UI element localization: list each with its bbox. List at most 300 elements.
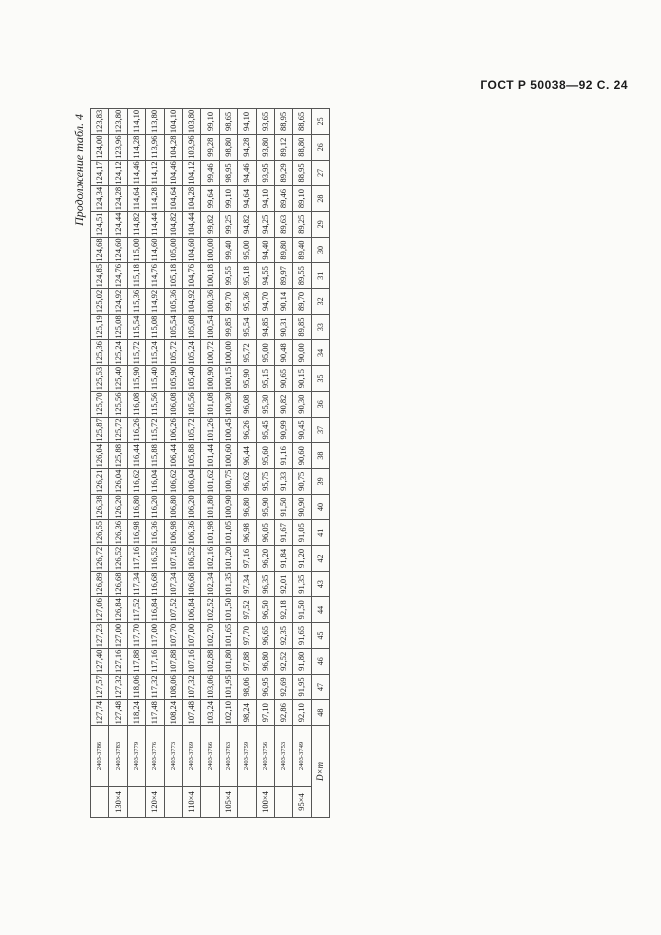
table-cell: 94,10 bbox=[238, 109, 256, 135]
table-cell: 126,36 bbox=[109, 520, 127, 546]
table-cell: 126,68 bbox=[109, 571, 127, 597]
code-row-2403-3763 bbox=[219, 109, 237, 818]
code-label: 2403-3776 bbox=[146, 726, 164, 787]
table-cell: 114,44 bbox=[146, 211, 164, 237]
tooth-number: 35 bbox=[311, 366, 329, 392]
table-cell: 105,88 bbox=[182, 443, 200, 469]
code-label: 2403-3749 bbox=[293, 726, 311, 787]
table-cell: 94,40 bbox=[256, 237, 274, 263]
table-cell: 127,32 bbox=[109, 674, 127, 700]
table-cell: 117,00 bbox=[146, 623, 164, 649]
tooth-number-row bbox=[311, 109, 329, 818]
table-cell: 108,06 bbox=[164, 674, 182, 700]
table-cell: 127,23 bbox=[91, 623, 109, 649]
table-cell: 104,60 bbox=[182, 237, 200, 263]
table-cell: 124,85 bbox=[91, 263, 109, 289]
table-cell: 90,00 bbox=[293, 340, 311, 366]
table-grid bbox=[90, 108, 330, 818]
table-cell: 106,04 bbox=[182, 468, 200, 494]
table-cell: 92,69 bbox=[274, 674, 292, 700]
table-cell: 106,52 bbox=[182, 546, 200, 572]
table-cell: 99,40 bbox=[219, 237, 237, 263]
table-cell: 96,44 bbox=[238, 443, 256, 469]
table-cell: 116,62 bbox=[127, 468, 145, 494]
size-group bbox=[127, 787, 145, 818]
table-cell: 124,34 bbox=[91, 186, 109, 212]
table-cell: 124,12 bbox=[109, 160, 127, 186]
table-cell: 100,36 bbox=[201, 289, 219, 315]
table-cell: 99,46 bbox=[201, 160, 219, 186]
table-cell: 99,70 bbox=[219, 289, 237, 315]
code-row-2403-3773 bbox=[164, 109, 182, 818]
tooth-number: 45 bbox=[311, 623, 329, 649]
table-cell: 115,54 bbox=[127, 314, 145, 340]
table-cell: 99,10 bbox=[201, 109, 219, 135]
table-cell: 124,44 bbox=[109, 211, 127, 237]
table-cell: 92,01 bbox=[274, 571, 292, 597]
table-cell: 97,34 bbox=[238, 571, 256, 597]
code-label: 2403-3769 bbox=[182, 726, 200, 787]
table-cell: 124,92 bbox=[109, 289, 127, 315]
size-group: 110×4 bbox=[182, 787, 200, 818]
tooth-number: 31 bbox=[311, 263, 329, 289]
table-cell: 116,68 bbox=[146, 571, 164, 597]
table-cell: 97,16 bbox=[238, 546, 256, 572]
table-cell: 123,96 bbox=[109, 134, 127, 160]
table-cell: 124,68 bbox=[91, 237, 109, 263]
code-label: 2403-3756 bbox=[256, 726, 274, 787]
table-cell: 105,54 bbox=[164, 314, 182, 340]
code-row-2403-3786 bbox=[91, 109, 109, 818]
size-group bbox=[201, 787, 219, 818]
table-cell: 125,24 bbox=[109, 340, 127, 366]
table-cell: 106,08 bbox=[164, 391, 182, 417]
table-cell: 126,21 bbox=[91, 468, 109, 494]
table-cell: 90,65 bbox=[274, 366, 292, 392]
table-cell: 94,64 bbox=[238, 186, 256, 212]
table-cell: 117,16 bbox=[127, 546, 145, 572]
table-cell: 126,89 bbox=[91, 571, 109, 597]
table-cell: 106,36 bbox=[182, 520, 200, 546]
table-cell: 116,08 bbox=[127, 391, 145, 417]
table-cell: 125,70 bbox=[91, 391, 109, 417]
table-cell: 96,80 bbox=[238, 494, 256, 520]
page-header: ГОСТ Р 50038—92 С. 24 bbox=[480, 78, 628, 92]
table-cell: 115,00 bbox=[127, 237, 145, 263]
tooth-number: 32 bbox=[311, 289, 329, 315]
table-cell: 117,34 bbox=[127, 571, 145, 597]
table-cell: 95,45 bbox=[256, 417, 274, 443]
tooth-number: 29 bbox=[311, 211, 329, 237]
size-group bbox=[238, 787, 256, 818]
table-cell: 101,95 bbox=[219, 674, 237, 700]
table-cell: 105,72 bbox=[164, 340, 182, 366]
table-cell: 124,17 bbox=[91, 160, 109, 186]
table-cell: 115,08 bbox=[146, 314, 164, 340]
table-cell: 90,14 bbox=[274, 289, 292, 315]
table-cell: 100,00 bbox=[201, 237, 219, 263]
code-row-2403-3759 bbox=[238, 109, 256, 818]
table-cell: 105,18 bbox=[164, 263, 182, 289]
table-cell: 104,82 bbox=[164, 211, 182, 237]
table-cell: 126,04 bbox=[91, 443, 109, 469]
table-cell: 107,00 bbox=[182, 623, 200, 649]
table-cell: 126,38 bbox=[91, 494, 109, 520]
tooth-number: 38 bbox=[311, 443, 329, 469]
size-group bbox=[91, 787, 109, 818]
table-cell: 100,54 bbox=[201, 314, 219, 340]
table-cell: 90,60 bbox=[293, 443, 311, 469]
table-cell: 96,98 bbox=[238, 520, 256, 546]
table-cell: 94,10 bbox=[256, 186, 274, 212]
table-cell: 127,48 bbox=[109, 700, 127, 726]
table-cell: 97,52 bbox=[238, 597, 256, 623]
table-cell: 117,70 bbox=[127, 623, 145, 649]
table-cell: 95,36 bbox=[238, 289, 256, 315]
tooth-number: 43 bbox=[311, 571, 329, 597]
table-cell: 125,40 bbox=[109, 366, 127, 392]
table-cell: 94,82 bbox=[238, 211, 256, 237]
table-cell: 107,70 bbox=[164, 623, 182, 649]
table-cell: 97,88 bbox=[238, 648, 256, 674]
table-cell: 116,04 bbox=[146, 468, 164, 494]
table-cell: 125,72 bbox=[109, 417, 127, 443]
table-cell: 88,95 bbox=[274, 109, 292, 135]
table-cell: 102,52 bbox=[201, 597, 219, 623]
table-cell: 90,30 bbox=[293, 391, 311, 417]
table-cell: 106,20 bbox=[182, 494, 200, 520]
table-cell: 123,80 bbox=[109, 109, 127, 135]
table-cell: 99,64 bbox=[201, 186, 219, 212]
table-cell: 92,10 bbox=[293, 700, 311, 726]
table-cell: 104,64 bbox=[164, 186, 182, 212]
table-cell: 114,28 bbox=[146, 186, 164, 212]
table-cell: 106,68 bbox=[182, 571, 200, 597]
table-cell: 106,44 bbox=[164, 443, 182, 469]
tooth-number: 25 bbox=[311, 109, 329, 135]
table-cell: 89,63 bbox=[274, 211, 292, 237]
table-cell: 89,46 bbox=[274, 186, 292, 212]
table-cell: 99,82 bbox=[201, 211, 219, 237]
table-cell: 90,99 bbox=[274, 417, 292, 443]
table-cell: 100,60 bbox=[219, 443, 237, 469]
dimensions-table bbox=[90, 108, 636, 818]
code-row-2403-3756 bbox=[256, 109, 274, 818]
table-cell: 117,52 bbox=[127, 597, 145, 623]
table-cell: 104,12 bbox=[182, 160, 200, 186]
table-cell: 102,70 bbox=[201, 623, 219, 649]
table-cell: 92,35 bbox=[274, 623, 292, 649]
table-cell: 116,98 bbox=[127, 520, 145, 546]
tooth-number: 42 bbox=[311, 546, 329, 572]
table-cell: 102,10 bbox=[219, 700, 237, 726]
table-cell: 117,88 bbox=[127, 648, 145, 674]
code-row-2403-3779 bbox=[127, 109, 145, 818]
table-cell: 106,62 bbox=[164, 468, 182, 494]
table-cell: 115,90 bbox=[127, 366, 145, 392]
tooth-number: 40 bbox=[311, 494, 329, 520]
table-cell: 94,70 bbox=[256, 289, 274, 315]
table-cell: 114,82 bbox=[127, 211, 145, 237]
table-cell: 99,55 bbox=[219, 263, 237, 289]
table-cell: 105,24 bbox=[182, 340, 200, 366]
table-cell: 90,75 bbox=[293, 468, 311, 494]
table-cell: 95,72 bbox=[238, 340, 256, 366]
table-cell: 95,90 bbox=[256, 494, 274, 520]
tooth-number: 30 bbox=[311, 237, 329, 263]
table-cell: 90,48 bbox=[274, 340, 292, 366]
table-cell: 92,52 bbox=[274, 648, 292, 674]
table-cell: 114,64 bbox=[127, 186, 145, 212]
table-cell: 114,76 bbox=[146, 263, 164, 289]
table-cell: 105,40 bbox=[182, 366, 200, 392]
table-cell: 102,34 bbox=[201, 571, 219, 597]
table-cell: 88,95 bbox=[293, 160, 311, 186]
table-cell: 124,51 bbox=[91, 211, 109, 237]
table-cell: 99,10 bbox=[219, 186, 237, 212]
table-cell: 125,36 bbox=[91, 340, 109, 366]
table-cell: 90,15 bbox=[293, 366, 311, 392]
tooth-number: 37 bbox=[311, 417, 329, 443]
table-cell: 127,06 bbox=[91, 597, 109, 623]
code-label: 2403-3783 bbox=[109, 726, 127, 787]
table-cell: 93,80 bbox=[256, 134, 274, 160]
tooth-number: 41 bbox=[311, 520, 329, 546]
table-cell: 105,00 bbox=[164, 237, 182, 263]
table-cell: 113,96 bbox=[146, 134, 164, 160]
table-cell: 91,20 bbox=[293, 546, 311, 572]
table-cell: 126,20 bbox=[109, 494, 127, 520]
code-row-2403-3753 bbox=[274, 109, 292, 818]
table-cell: 91,67 bbox=[274, 520, 292, 546]
table-cell: 108,24 bbox=[164, 700, 182, 726]
table-cell: 101,20 bbox=[219, 546, 237, 572]
size-group: 95×4 bbox=[293, 787, 311, 818]
table-cell: 101,08 bbox=[201, 391, 219, 417]
table-cell: 91,80 bbox=[293, 648, 311, 674]
table-cell: 96,20 bbox=[256, 546, 274, 572]
table-cell: 93,65 bbox=[256, 109, 274, 135]
table-cell: 107,88 bbox=[164, 648, 182, 674]
table-cell: 98,95 bbox=[219, 160, 237, 186]
tooth-number: 36 bbox=[311, 391, 329, 417]
table-cell: 89,10 bbox=[293, 186, 311, 212]
table-cell: 96,95 bbox=[256, 674, 274, 700]
table-cell: 101,80 bbox=[201, 494, 219, 520]
table-cell: 99,28 bbox=[201, 134, 219, 160]
table-cell: 125,88 bbox=[109, 443, 127, 469]
table-cell: 95,75 bbox=[256, 468, 274, 494]
code-label: 2403-3763 bbox=[219, 726, 237, 787]
table-cell: 100,15 bbox=[219, 366, 237, 392]
table-cell: 107,34 bbox=[164, 571, 182, 597]
table-cell: 101,35 bbox=[219, 571, 237, 597]
table-cell: 95,18 bbox=[238, 263, 256, 289]
table-cell: 91,35 bbox=[293, 571, 311, 597]
table-cell: 127,40 bbox=[91, 648, 109, 674]
table-cell: 114,10 bbox=[127, 109, 145, 135]
table-cell: 126,84 bbox=[109, 597, 127, 623]
table-cell: 89,70 bbox=[293, 289, 311, 315]
table-cell: 104,92 bbox=[182, 289, 200, 315]
table-cell: 103,06 bbox=[201, 674, 219, 700]
code-label: 2403-3773 bbox=[164, 726, 182, 787]
table-cell: 106,26 bbox=[164, 417, 182, 443]
tooth-number: 34 bbox=[311, 340, 329, 366]
table-cell: 91,84 bbox=[274, 546, 292, 572]
table-cell: 94,55 bbox=[256, 263, 274, 289]
table-cell: 114,28 bbox=[127, 134, 145, 160]
table-cell: 105,36 bbox=[164, 289, 182, 315]
table-cell: 107,16 bbox=[182, 648, 200, 674]
table-cell: 88,80 bbox=[293, 134, 311, 160]
table-cell: 94,85 bbox=[256, 314, 274, 340]
table-cell: 94,46 bbox=[238, 160, 256, 186]
table-cell: 90,31 bbox=[274, 314, 292, 340]
table-cell: 115,72 bbox=[127, 340, 145, 366]
size-group: 120×4 bbox=[146, 787, 164, 818]
table-cell: 89,25 bbox=[293, 211, 311, 237]
table-cell: 101,44 bbox=[201, 443, 219, 469]
code-row-2403-3766 bbox=[201, 109, 219, 818]
table-cell: 101,26 bbox=[201, 417, 219, 443]
code-label: 2403-3753 bbox=[274, 726, 292, 787]
table-cell: 100,90 bbox=[219, 494, 237, 520]
table-cell: 114,92 bbox=[146, 289, 164, 315]
table-cell: 118,24 bbox=[127, 700, 145, 726]
table-cell: 102,16 bbox=[201, 546, 219, 572]
table-cell: 89,29 bbox=[274, 160, 292, 186]
table-cell: 116,44 bbox=[127, 443, 145, 469]
table-cell: 103,96 bbox=[182, 134, 200, 160]
table-cell: 89,55 bbox=[293, 263, 311, 289]
table-cell: 100,90 bbox=[201, 366, 219, 392]
table-cell: 117,16 bbox=[146, 648, 164, 674]
tooth-number: 46 bbox=[311, 648, 329, 674]
table-cell: 114,60 bbox=[146, 237, 164, 263]
table-cell: 103,80 bbox=[182, 109, 200, 135]
dxm-label: D×m bbox=[311, 726, 329, 818]
table-cell: 99,85 bbox=[219, 314, 237, 340]
table-cell: 100,00 bbox=[219, 340, 237, 366]
table-cell: 116,84 bbox=[146, 597, 164, 623]
table-cell: 96,50 bbox=[256, 597, 274, 623]
table-cell: 95,90 bbox=[238, 366, 256, 392]
table-cell: 105,90 bbox=[164, 366, 182, 392]
table-cell: 89,85 bbox=[293, 314, 311, 340]
table-cell: 89,12 bbox=[274, 134, 292, 160]
table-cell: 115,18 bbox=[127, 263, 145, 289]
table-cell: 126,04 bbox=[109, 468, 127, 494]
continuation-label: Продолжение табл. 4 bbox=[72, 114, 86, 226]
table-cell: 106,98 bbox=[164, 520, 182, 546]
table-cell: 99,25 bbox=[219, 211, 237, 237]
table-cell: 100,18 bbox=[201, 263, 219, 289]
table-cell: 125,19 bbox=[91, 314, 109, 340]
table-cell: 101,80 bbox=[219, 648, 237, 674]
tooth-number: 39 bbox=[311, 468, 329, 494]
table-cell: 104,46 bbox=[164, 160, 182, 186]
size-group: 130×4 bbox=[109, 787, 127, 818]
table-cell: 126,72 bbox=[91, 546, 109, 572]
table-cell: 125,56 bbox=[109, 391, 127, 417]
table-cell: 124,00 bbox=[91, 134, 109, 160]
table-cell: 92,86 bbox=[274, 700, 292, 726]
table-cell: 100,75 bbox=[219, 468, 237, 494]
table-cell: 104,44 bbox=[182, 211, 200, 237]
table-cell: 116,20 bbox=[146, 494, 164, 520]
table-cell: 101,50 bbox=[219, 597, 237, 623]
table-cell: 105,08 bbox=[182, 314, 200, 340]
table-cell: 101,05 bbox=[219, 520, 237, 546]
table-cell: 113,80 bbox=[146, 109, 164, 135]
table-cell: 91,33 bbox=[274, 468, 292, 494]
tooth-number: 28 bbox=[311, 186, 329, 212]
size-group: 105×4 bbox=[219, 787, 237, 818]
table-cell: 124,60 bbox=[109, 237, 127, 263]
table-cell: 127,57 bbox=[91, 674, 109, 700]
table-cell: 97,10 bbox=[256, 700, 274, 726]
table-cell: 115,88 bbox=[146, 443, 164, 469]
tooth-number: 48 bbox=[311, 700, 329, 726]
code-row-2403-3776 bbox=[146, 109, 164, 818]
table-cell: 90,82 bbox=[274, 391, 292, 417]
table-cell: 104,28 bbox=[164, 134, 182, 160]
table-cell: 127,74 bbox=[91, 700, 109, 726]
table-cell: 126,55 bbox=[91, 520, 109, 546]
table-cell: 90,90 bbox=[293, 494, 311, 520]
table-cell: 93,95 bbox=[256, 160, 274, 186]
table-cell: 124,28 bbox=[109, 186, 127, 212]
table-cell: 127,16 bbox=[109, 648, 127, 674]
table-cell: 116,36 bbox=[146, 520, 164, 546]
table-cell: 92,18 bbox=[274, 597, 292, 623]
table-cell: 104,76 bbox=[182, 263, 200, 289]
table-cell: 96,35 bbox=[256, 571, 274, 597]
table-cell: 124,76 bbox=[109, 263, 127, 289]
table-cell: 104,10 bbox=[164, 109, 182, 135]
table-cell: 127,00 bbox=[109, 623, 127, 649]
table-cell: 88,65 bbox=[293, 109, 311, 135]
table-cell: 115,72 bbox=[146, 417, 164, 443]
table-cell: 123,83 bbox=[91, 109, 109, 135]
table-cell: 96,26 bbox=[238, 417, 256, 443]
table-cell: 96,80 bbox=[256, 648, 274, 674]
table-cell: 125,87 bbox=[91, 417, 109, 443]
code-row-2403-3769 bbox=[182, 109, 200, 818]
table-cell: 95,00 bbox=[256, 340, 274, 366]
table-cell: 125,02 bbox=[91, 289, 109, 315]
table-cell: 115,56 bbox=[146, 391, 164, 417]
tooth-number: 26 bbox=[311, 134, 329, 160]
table-cell: 114,46 bbox=[127, 160, 145, 186]
table-cell: 89,97 bbox=[274, 263, 292, 289]
table-cell: 117,48 bbox=[146, 700, 164, 726]
code-label: 2403-3779 bbox=[127, 726, 145, 787]
table-cell: 91,95 bbox=[293, 674, 311, 700]
table-cell: 98,65 bbox=[219, 109, 237, 135]
table-cell: 95,00 bbox=[238, 237, 256, 263]
code-label: 2403-3759 bbox=[238, 726, 256, 787]
tooth-number: 44 bbox=[311, 597, 329, 623]
table-cell: 95,54 bbox=[238, 314, 256, 340]
table-cell: 103,24 bbox=[201, 700, 219, 726]
table-cell: 89,80 bbox=[274, 237, 292, 263]
table-cell: 90,45 bbox=[293, 417, 311, 443]
table-cell: 116,80 bbox=[127, 494, 145, 520]
table-cell: 91,65 bbox=[293, 623, 311, 649]
table-cell: 115,36 bbox=[127, 289, 145, 315]
